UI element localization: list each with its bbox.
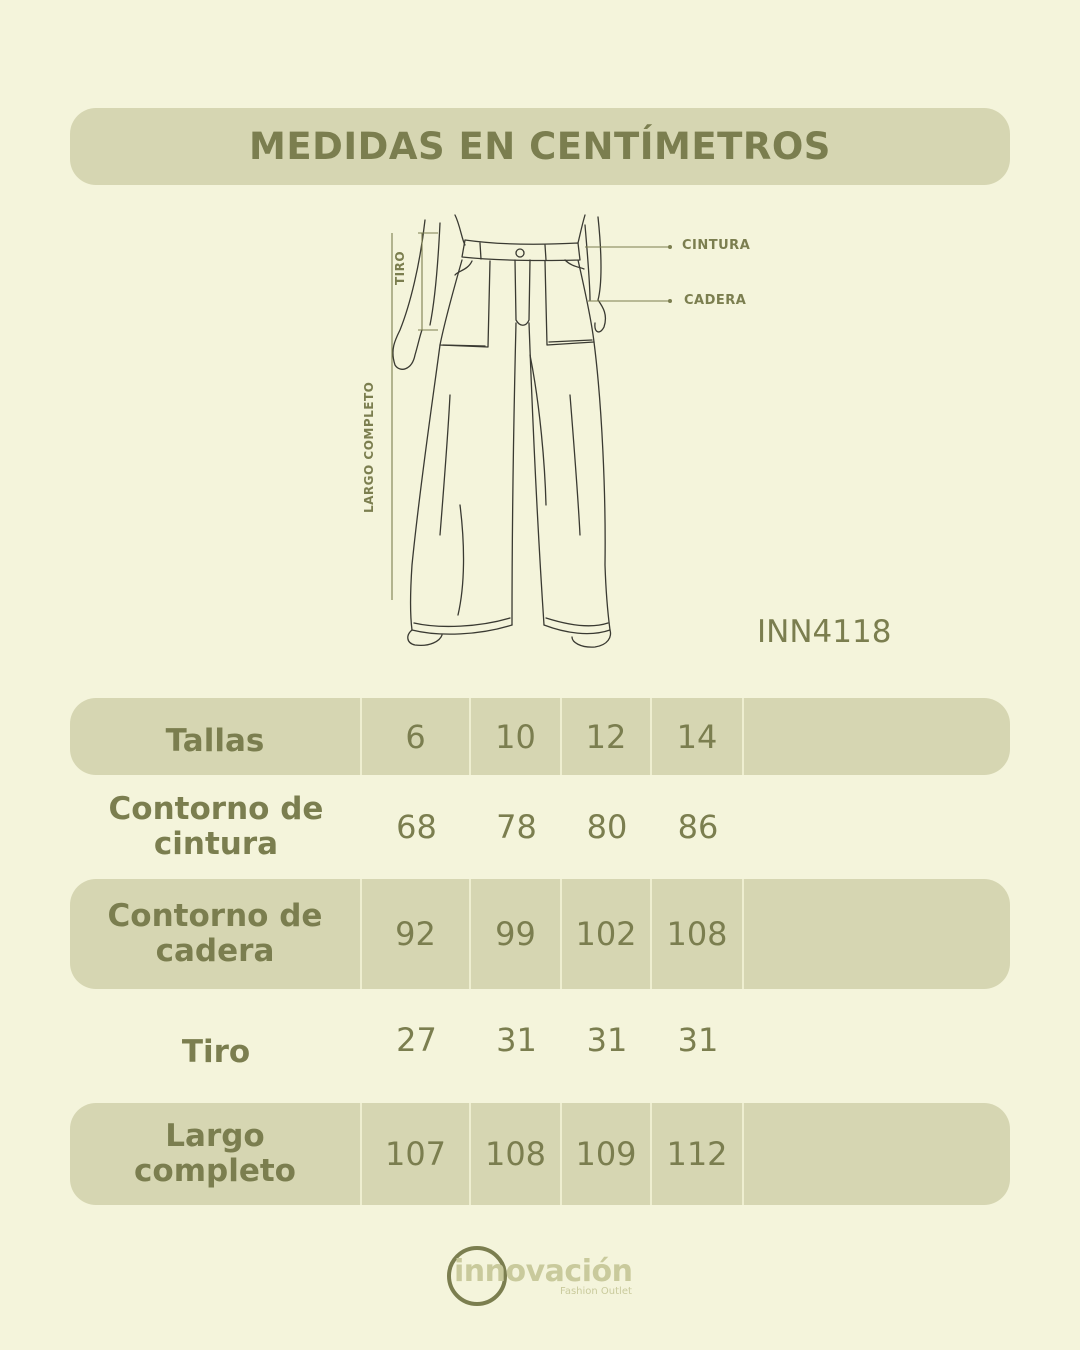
table-cell: 6 (362, 698, 471, 775)
table-cell: 109 (562, 1103, 652, 1205)
table-cell: 78 (496, 808, 537, 846)
table-cell-empty (744, 1103, 1010, 1205)
table-cell: 31 (586, 1021, 628, 1059)
table-cell-empty (744, 698, 1010, 775)
table-cell: 108 (471, 1103, 562, 1205)
table-cell: 92 (362, 879, 471, 989)
table-cell: 99 (471, 879, 562, 989)
table-cell: 31 (677, 1021, 719, 1059)
logo-tagline: Fashion Outlet (560, 1286, 632, 1297)
row-header: Contorno de cintura (108, 791, 324, 862)
row-header: Tiro (181, 1033, 251, 1070)
table-cell: 31 (496, 1021, 537, 1059)
table-cell: 14 (652, 698, 744, 775)
row-header: Contorno de cadera (70, 879, 362, 989)
table-cell: 10 (471, 698, 562, 775)
pants-diagram (340, 205, 780, 665)
table-row-cadera (70, 879, 1010, 989)
title-banner (70, 108, 1010, 185)
label-tiro: TIRO (393, 250, 407, 285)
table-row-tallas (70, 698, 1010, 775)
table-cell: 102 (562, 879, 652, 989)
table-cell: 108 (652, 879, 744, 989)
label-largo-completo: LARGO COMPLETO (362, 381, 376, 513)
table-cell: 80 (586, 808, 628, 846)
table-cell: 86 (677, 808, 719, 846)
table-cell: 107 (362, 1103, 471, 1205)
row-header: Tallas (70, 698, 362, 775)
label-cintura: CINTURA (682, 238, 751, 253)
table-row-tiro (70, 1006, 1010, 1086)
table-cell: 27 (396, 1021, 437, 1059)
table-cell: 68 (396, 808, 437, 846)
product-code: INN4118 (757, 614, 892, 650)
page-title: MEDIDAS EN CENTÍMETROS (249, 125, 831, 168)
table-cell-empty (744, 879, 1010, 989)
table-cell: 112 (652, 1103, 744, 1205)
table-row-largo (70, 1103, 1010, 1205)
table-cell: 12 (562, 698, 652, 775)
table-cell-empty (744, 789, 1010, 865)
table-row-cintura (70, 789, 1010, 865)
brand-logo (446, 1244, 646, 1310)
logo-wordmark: innovación (454, 1254, 633, 1289)
label-cadera: CADERA (684, 293, 747, 308)
row-header: Largo completo (70, 1103, 362, 1205)
table-cell-empty (744, 1006, 1010, 1086)
